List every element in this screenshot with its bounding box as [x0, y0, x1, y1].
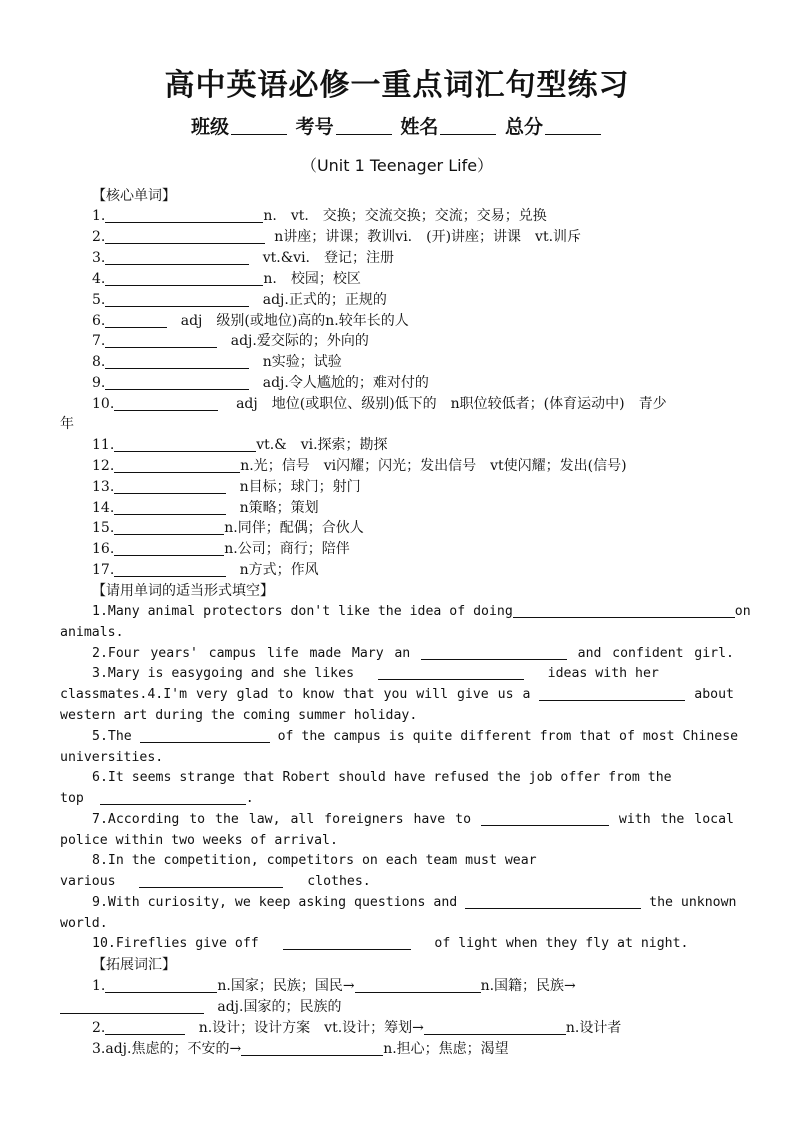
item-definition: n方式；作风 [239, 562, 319, 578]
fill-question-6-line2 [60, 789, 734, 810]
item-definition: adj 级别(或地位)高的n.较年长的人 [180, 313, 409, 329]
page-title: 高中英语必修一重点词汇句型练习 [164, 68, 630, 103]
item-number: 13. [92, 479, 115, 495]
answer-blank[interactable] [139, 872, 283, 888]
answer-blank[interactable] [424, 1019, 566, 1035]
total-blank[interactable] [545, 134, 601, 135]
item-number: 1. [92, 978, 106, 994]
question-text: 2.Four years' campus life made Mary an [92, 646, 411, 661]
item-number: 9. [92, 375, 106, 391]
answer-blank[interactable] [355, 977, 481, 993]
fill-question-1-line2: animals. [60, 625, 124, 640]
item-definition: vt.& vi.探索；勘探 [256, 437, 388, 453]
name-blank[interactable] [440, 134, 496, 135]
answer-blank[interactable] [513, 602, 735, 618]
answer-blank[interactable] [114, 519, 224, 535]
question-text: 9.With curiosity, we keep asking questions and [92, 895, 458, 910]
question-text: on [734, 604, 751, 619]
item-text: 3.adj.焦虑的；不安的→ [92, 1041, 242, 1057]
item-definition: n. 校园；校区 [263, 271, 361, 287]
item-number: 1. [92, 208, 106, 224]
extend-item-3 [92, 1039, 734, 1059]
fill-question-2 [60, 644, 734, 665]
question-text: 10.Fireflies give off [92, 936, 259, 951]
core-item-10 [92, 394, 734, 414]
question-text: . [245, 791, 254, 806]
item-number: 16. [92, 541, 115, 557]
extend-item-1-line2 [60, 997, 734, 1017]
answer-blank[interactable] [539, 685, 685, 701]
fill-question-3-line1 [60, 664, 734, 685]
core-item-14 [92, 498, 734, 518]
item-number: 6. [92, 313, 106, 329]
item-number: 2. [92, 1020, 106, 1036]
question-text: top [60, 791, 84, 806]
core-item-6 [92, 311, 734, 331]
question-text: various [60, 874, 116, 889]
answer-blank[interactable] [100, 789, 246, 805]
item-text: n.国家；民族；国民→ [217, 978, 355, 994]
item-definition: n.公司；商行；陪伴 [224, 541, 350, 557]
question-text: classmates.4.I'm very glad to know that you will give us a [60, 687, 531, 702]
core-item-8 [92, 352, 734, 372]
item-text: n.国籍；民族→ [480, 978, 576, 994]
exam-no-blank[interactable] [336, 134, 392, 135]
question-text: ideas with her [547, 666, 659, 681]
section-extend: 【拓展词汇】 [92, 957, 176, 973]
answer-blank[interactable] [60, 998, 204, 1014]
answer-blank[interactable] [105, 977, 217, 993]
core-item-16 [92, 539, 734, 559]
item-number: 12. [92, 458, 115, 474]
question-text: of the campus is quite different from that of most Chinese [277, 729, 739, 744]
item-definition: adj.爱交际的；外向的 [230, 333, 369, 349]
fill-question-10 [60, 934, 734, 955]
fill-question-9-line1 [60, 893, 737, 914]
core-item-15 [92, 518, 734, 538]
item-number: 14. [92, 500, 115, 516]
answer-blank[interactable] [114, 436, 256, 452]
answer-blank[interactable] [114, 561, 226, 577]
fill-question-1-line1 [60, 602, 751, 623]
fill-question-8-line1: 8.In the competition, competitors on each team must wear [92, 853, 537, 868]
core-item-17 [92, 560, 734, 580]
answer-blank[interactable] [114, 499, 226, 515]
class-label: 班级 [191, 116, 230, 138]
answer-blank[interactable] [105, 270, 263, 286]
item-definition: adj.正式的；正规的 [262, 292, 387, 308]
item-definition: n讲座；讲课；教训vi. (开)讲座；讲课 vt.训斥 [274, 229, 582, 245]
core-item-10-continued: 年 [60, 416, 74, 432]
core-item-12 [92, 456, 734, 476]
question-text: with the local [618, 812, 734, 827]
item-number: 11. [92, 437, 115, 453]
item-definition: vt.&vi. 登记；注册 [262, 250, 395, 266]
answer-blank[interactable] [481, 810, 609, 826]
core-item-1 [92, 206, 734, 226]
item-text: adj.国家的；民族的 [217, 999, 342, 1015]
core-item-3 [92, 248, 734, 268]
item-text: n.设计者 [565, 1020, 622, 1036]
core-item-7 [92, 331, 734, 351]
question-text: and confident girl. [577, 646, 734, 661]
answer-blank[interactable] [421, 644, 567, 660]
item-definition: n实验；试验 [262, 354, 342, 370]
question-text: 7.According to the law, all foreigners have to [92, 812, 472, 827]
student-info-line [0, 112, 794, 139]
item-definition: n. vt. 交换；交流交换；交流；交易；兑换 [263, 208, 547, 224]
answer-blank[interactable] [105, 249, 249, 265]
unit-title: （Unit 1 Teenager Life） [300, 156, 494, 175]
answer-blank[interactable] [283, 934, 411, 950]
item-text: n.担心；焦虑；渴望 [383, 1041, 509, 1057]
answer-blank[interactable] [105, 353, 249, 369]
item-number: 8. [92, 354, 106, 370]
fill-question-4-line1 [60, 685, 734, 706]
fill-question-7-line1 [60, 810, 734, 831]
core-item-9 [92, 373, 734, 393]
item-number: 4. [92, 271, 106, 287]
question-text: clothes. [307, 874, 371, 889]
answer-blank[interactable] [140, 727, 270, 743]
core-item-11 [92, 435, 734, 455]
question-text: 1.Many animal protectors don't like the idea of doing [92, 604, 513, 619]
fill-question-7-line2: police within two weeks of arrival. [60, 833, 338, 848]
core-item-4 [92, 269, 734, 289]
extend-item-2 [92, 1018, 734, 1038]
section-core-words: 【核心单词】 [92, 188, 176, 204]
question-text: 3.Mary is easygoing and she likes [92, 666, 355, 681]
question-text: 5.The [92, 729, 132, 744]
answer-blank[interactable] [105, 228, 265, 244]
item-definition: adj.令人尴尬的；难对付的 [262, 375, 429, 391]
answer-blank[interactable] [114, 457, 240, 473]
answer-blank[interactable] [105, 332, 217, 348]
item-number: 2. [92, 229, 106, 245]
item-text: n.设计；设计方案 vt.设计；筹划→ [198, 1020, 424, 1036]
answer-blank[interactable] [241, 1040, 383, 1056]
core-item-5 [92, 290, 734, 310]
answer-blank[interactable] [114, 540, 224, 556]
question-text: about [694, 687, 734, 702]
core-item-2 [92, 227, 734, 247]
question-text: of light when they fly at night. [434, 936, 689, 951]
item-definition: n策略；策划 [239, 500, 319, 516]
section-fill-form: 【请用单词的适当形式填空】 [92, 583, 274, 599]
total-label: 总分 [504, 116, 543, 138]
item-number: 5. [92, 292, 106, 308]
fill-question-5-line1 [60, 727, 739, 748]
item-number: 7. [92, 333, 106, 349]
answer-blank[interactable] [105, 374, 249, 390]
extend-item-1-line1 [92, 976, 734, 996]
item-definition: n.同伴；配偶；合伙人 [224, 520, 364, 536]
fill-question-8-line2 [60, 872, 734, 893]
fill-question-6-line1: 6.It seems strange that Robert should have refused the job offer from the [92, 770, 672, 785]
answer-blank[interactable] [114, 395, 218, 411]
item-definition: adj 地位(或职位、级别)低下的 n职位较低者；(体育运动中) 青少 [236, 396, 667, 412]
item-number: 15. [92, 520, 115, 536]
item-number: 17. [92, 562, 115, 578]
answer-blank[interactable] [114, 478, 226, 494]
answer-blank[interactable] [105, 207, 263, 223]
fill-question-5-line2: universities. [60, 750, 164, 765]
answer-blank[interactable] [105, 291, 249, 307]
name-label: 姓名 [400, 116, 439, 138]
fill-question-9-line2: world. [60, 916, 108, 931]
exam-no-label: 考号 [295, 116, 334, 138]
fill-question-4-line2: western art during the coming summer holiday. [60, 708, 418, 723]
item-definition: n.光；信号 vi闪耀；闪光；发出信号 vt使闪耀；发出(信号) [240, 458, 627, 474]
answer-blank[interactable] [105, 312, 167, 328]
item-number: 10. [92, 396, 115, 412]
answer-blank[interactable] [465, 893, 641, 909]
class-blank[interactable] [231, 134, 287, 135]
item-definition: n目标；球门；射门 [239, 479, 361, 495]
answer-blank[interactable] [105, 1019, 185, 1035]
answer-blank[interactable] [378, 664, 524, 680]
core-item-13 [92, 477, 734, 497]
item-number: 3. [92, 250, 106, 266]
question-text: the unknown [649, 895, 737, 910]
